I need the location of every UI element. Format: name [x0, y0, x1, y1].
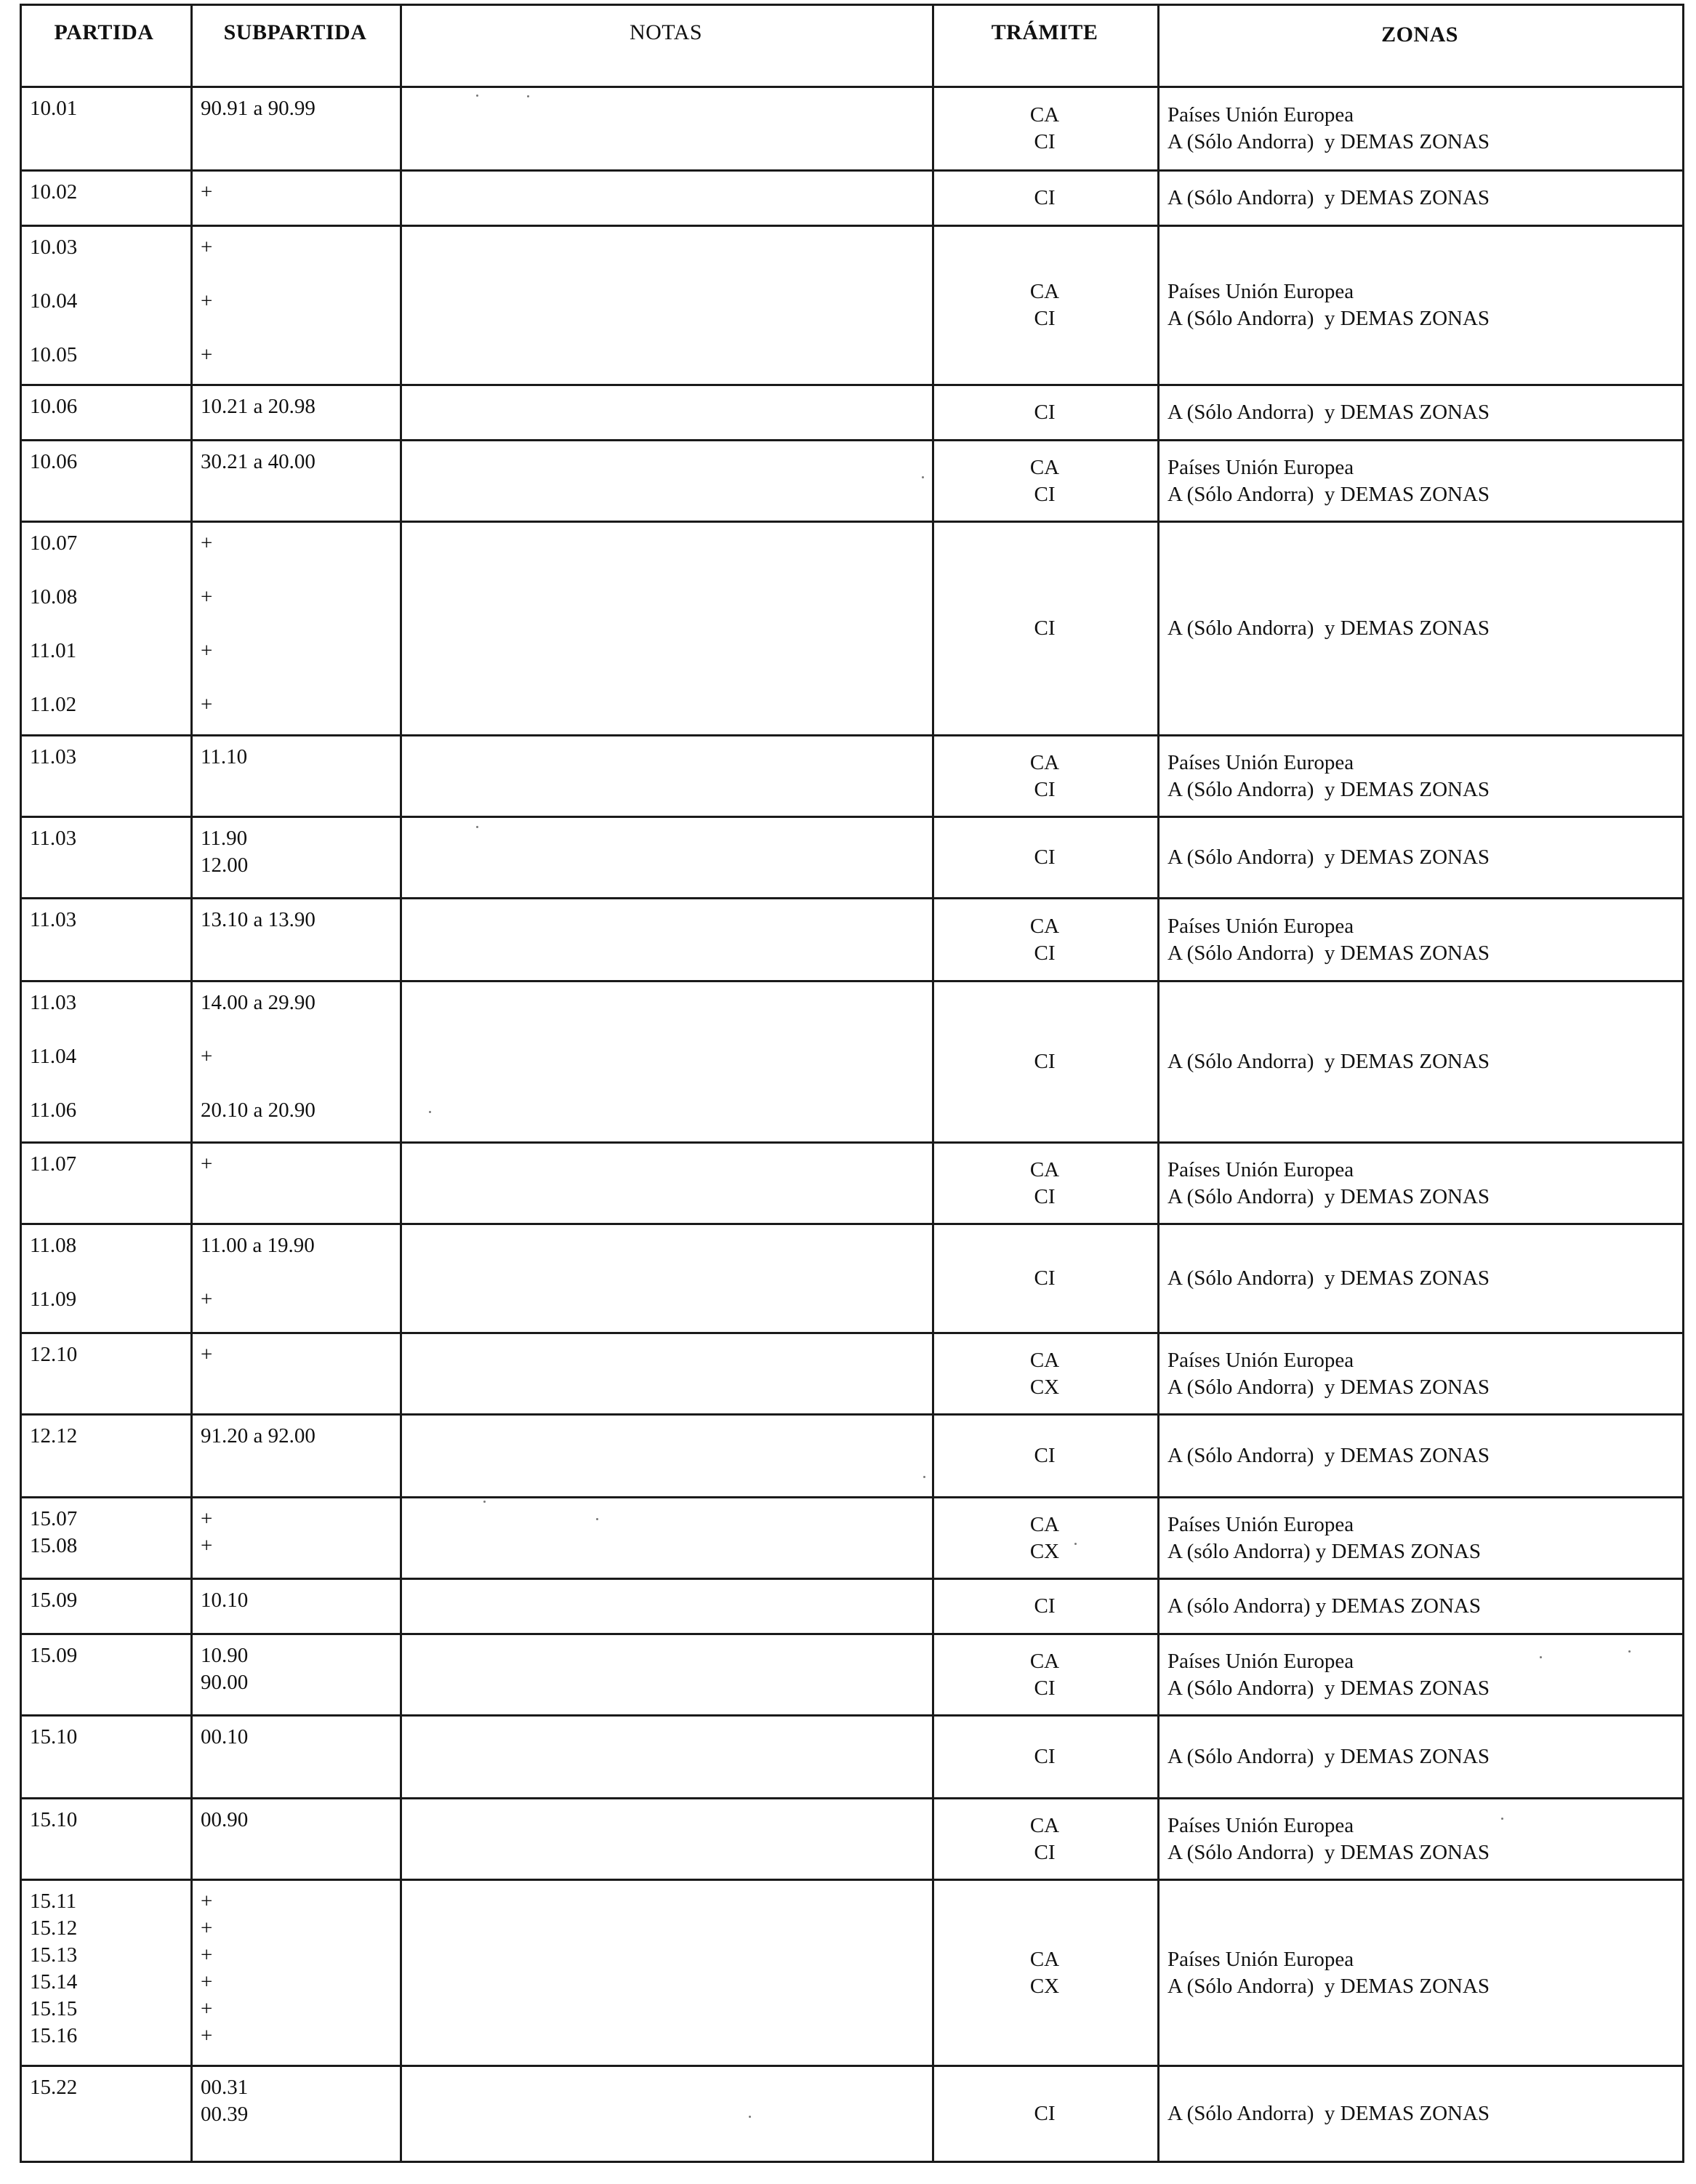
subpartida-cell: 00.10	[201, 1725, 249, 1749]
tramite-cell: CI	[1034, 1444, 1056, 1467]
scan-speck	[922, 476, 924, 478]
subpartida-cell: 30.21 a 40.00	[201, 450, 316, 473]
tramite-cell: CI	[1034, 1050, 1056, 1073]
zonas-cell: Países Unión Europea A (Sólo Andorra) y DEMAS ZONAS	[1167, 1947, 1490, 1998]
header-partida: PARTIDA	[54, 20, 154, 44]
tramite-cell: CI	[1034, 1266, 1056, 1290]
table-top-rule	[20, 4, 1684, 6]
partida-cell: 15.07 15.08	[30, 1507, 78, 1557]
row-rule	[20, 2161, 1684, 2163]
subpartida-cell: 11.90 12.00	[201, 827, 249, 877]
scan-speck	[476, 95, 478, 97]
column-rule	[400, 4, 402, 2163]
scan-speck	[1628, 1650, 1631, 1653]
zonas-cell: Países Unión Europea A (Sólo Andorra) y DEMAS ZONAS	[1167, 750, 1490, 801]
row-rule	[20, 897, 1684, 899]
partida-cell: 15.09	[30, 1644, 78, 1667]
tramite-cell: CI	[1034, 846, 1056, 869]
subpartida-cell: 00.90	[201, 1808, 249, 1831]
tramite-cell: CI	[1034, 2102, 1056, 2125]
scan-speck	[476, 826, 478, 828]
subpartida-cell: 11.10	[201, 745, 248, 768]
partida-cell: 12.12	[30, 1424, 78, 1448]
row-rule	[20, 734, 1684, 736]
scan-speck	[1074, 1543, 1077, 1545]
subpartida-cell: + + + +	[201, 531, 213, 716]
scan-speck	[527, 95, 529, 97]
scan-speck	[596, 1518, 598, 1520]
partida-cell: 10.03 10.04 10.05	[30, 236, 78, 366]
zonas-cell: Países Unión Europea A (Sólo Andorra) y DEMAS ZONAS	[1167, 1157, 1490, 1208]
row-rule	[20, 816, 1684, 818]
zonas-cell: Países Unión Europea A (Sólo Andorra) y DEMAS ZONAS	[1167, 1649, 1490, 1700]
row-rule	[20, 1332, 1684, 1334]
zonas-cell: A (Sólo Andorra) y DEMAS ZONAS	[1167, 2102, 1490, 2125]
subpartida-cell: +	[201, 1343, 213, 1366]
header-bottom-rule	[20, 86, 1684, 88]
tramite-cell: CI	[1034, 1594, 1056, 1618]
subpartida-cell: 13.10 a 13.90	[201, 908, 316, 931]
partida-cell: 10.07 10.08 11.01 11.02	[30, 531, 78, 716]
partida-cell: 12.10	[30, 1343, 78, 1366]
header-notas: NOTAS	[629, 20, 703, 44]
zonas-cell: Países Unión Europea A (Sólo Andorra) y DEMAS ZONAS	[1167, 914, 1490, 965]
tramite-cell: CA CX	[1029, 1947, 1060, 1998]
partida-cell: 10.01	[30, 97, 78, 120]
partida-cell: 11.03	[30, 745, 77, 768]
row-rule	[20, 1413, 1684, 1416]
row-rule	[20, 169, 1684, 172]
scan-speck	[483, 1501, 486, 1503]
partida-cell: 11.03	[30, 908, 77, 931]
tramite-cell: CI	[1034, 186, 1056, 209]
row-rule	[20, 1633, 1684, 1635]
zonas-cell: A (sólo Andorra) y DEMAS ZONAS	[1167, 1594, 1481, 1618]
row-rule	[20, 384, 1684, 386]
tramite-cell: CA CX	[1029, 1512, 1060, 1563]
tramite-cell: CI	[1034, 1745, 1056, 1768]
row-rule	[20, 1141, 1684, 1144]
partida-cell: 11.07	[30, 1152, 77, 1176]
partida-cell: 15.09	[30, 1589, 78, 1612]
subpartida-cell: 10.10	[201, 1589, 249, 1612]
tramite-cell: CA CI	[1029, 280, 1060, 330]
scan-speck	[1540, 1656, 1542, 1658]
row-rule	[20, 2065, 1684, 2067]
partida-cell: 11.03	[30, 827, 77, 850]
partida-cell: 10.02	[30, 180, 78, 204]
scan-speck	[749, 2116, 751, 2118]
zonas-cell: A (Sólo Andorra) y DEMAS ZONAS	[1167, 186, 1490, 209]
column-rule	[1682, 4, 1684, 2163]
header-zonas: ZONAS	[1381, 23, 1458, 47]
row-rule	[20, 1496, 1684, 1498]
zonas-cell: A (Sólo Andorra) y DEMAS ZONAS	[1167, 1266, 1490, 1290]
zonas-cell: Países Unión Europea A (sólo Andorra) y DEMAS ZONAS	[1167, 1512, 1481, 1563]
subpartida-cell: 91.20 a 92.00	[201, 1424, 316, 1448]
zonas-cell: Países Unión Europea A (Sólo Andorra) y DEMAS ZONAS	[1167, 1813, 1490, 1864]
tramite-cell: CA CI	[1029, 455, 1060, 506]
subpartida-cell: +	[201, 180, 213, 204]
column-rule	[190, 4, 193, 2163]
zonas-cell: Países Unión Europea A (Sólo Andorra) y DEMAS ZONAS	[1167, 280, 1490, 330]
zonas-cell: A (Sólo Andorra) y DEMAS ZONAS	[1167, 1050, 1490, 1073]
tramite-cell: CA CI	[1029, 1157, 1060, 1208]
zonas-cell: A (Sólo Andorra) y DEMAS ZONAS	[1167, 617, 1490, 640]
tramite-cell: CI	[1034, 401, 1056, 424]
subpartida-cell: 10.90 90.00	[201, 1644, 249, 1694]
row-rule	[20, 1797, 1684, 1799]
tramite-cell: CA CI	[1029, 1649, 1060, 1700]
subpartida-cell: + +	[201, 1507, 213, 1557]
header-subpartida: SUBPARTIDA	[223, 20, 367, 44]
zonas-cell: Países Unión Europea A (Sólo Andorra) y DEMAS ZONAS	[1167, 455, 1490, 506]
zonas-cell: Países Unión Europea A (Sólo Andorra) y DEMAS ZONAS	[1167, 103, 1490, 153]
row-rule	[20, 980, 1684, 982]
scan-speck	[1501, 1818, 1503, 1820]
tramite-cell: CA CI	[1029, 103, 1060, 153]
subpartida-cell: +	[201, 1152, 213, 1176]
tramite-cell: CA CI	[1029, 914, 1060, 965]
row-rule	[20, 439, 1684, 441]
scan-speck	[923, 1476, 925, 1478]
subpartida-cell: 90.91 a 90.99	[201, 97, 316, 120]
row-rule	[20, 1578, 1684, 1580]
zonas-cell: Países Unión Europea A (Sólo Andorra) y DEMAS ZONAS	[1167, 1348, 1490, 1399]
row-rule	[20, 1714, 1684, 1717]
row-rule	[20, 1223, 1684, 1225]
tramite-cell: CA CI	[1029, 750, 1060, 801]
partida-cell: 10.06	[30, 395, 78, 418]
zonas-cell: A (Sólo Andorra) y DEMAS ZONAS	[1167, 1444, 1490, 1467]
column-rule	[20, 4, 22, 2163]
partida-cell: 11.08 11.09	[30, 1234, 77, 1311]
subpartida-cell: 00.31 00.39	[201, 2076, 249, 2126]
subpartida-cell: + + + + + +	[201, 1890, 213, 2047]
column-rule	[1157, 4, 1160, 2163]
row-rule	[20, 225, 1684, 227]
scan-speck	[429, 1111, 431, 1113]
row-rule	[20, 1879, 1684, 1881]
row-rule	[20, 521, 1684, 523]
subpartida-cell: 10.21 a 20.98	[201, 395, 316, 418]
partida-cell: 10.06	[30, 450, 78, 473]
subpartida-cell: + + +	[201, 236, 213, 366]
header-tramite: TRÁMITE	[991, 20, 1098, 44]
zonas-cell: A (Sólo Andorra) y DEMAS ZONAS	[1167, 401, 1490, 424]
partida-cell: 15.22	[30, 2076, 78, 2099]
tramite-cell: CA CI	[1029, 1813, 1060, 1864]
subpartida-cell: 11.00 a 19.90 +	[201, 1234, 315, 1311]
partida-cell: 15.10	[30, 1725, 78, 1749]
partida-cell: 15.10	[30, 1808, 78, 1831]
partida-cell: 15.11 15.12 15.13 15.14 15.15 15.16	[30, 1890, 78, 2047]
zonas-cell: A (Sólo Andorra) y DEMAS ZONAS	[1167, 1745, 1490, 1768]
subpartida-cell: 14.00 a 29.90 + 20.10 a 20.90	[201, 991, 316, 1122]
zonas-cell: A (Sólo Andorra) y DEMAS ZONAS	[1167, 846, 1490, 869]
partida-cell: 11.03 11.04 11.06	[30, 991, 77, 1122]
tramite-cell: CA CX	[1029, 1348, 1060, 1399]
tramite-cell: CI	[1034, 617, 1056, 640]
